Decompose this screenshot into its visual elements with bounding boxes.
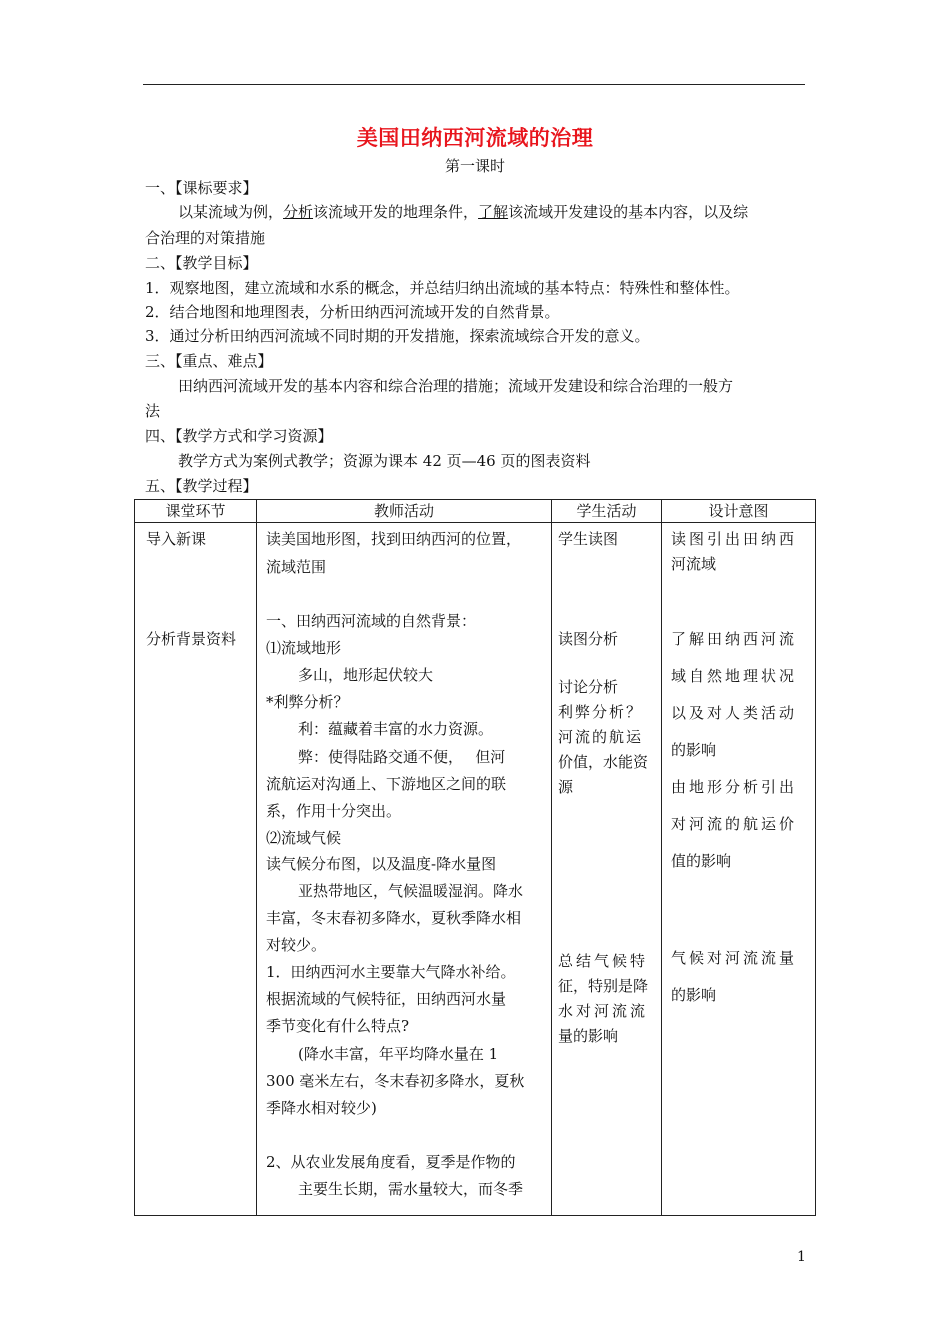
teacher-activity-line: 根据流域的气候特征，田纳西河水量 [266,990,507,1008]
teacher-activity-line: (降水丰富，年平均降水量在 1 [298,1045,499,1063]
objective-item: 2．结合地图和地理图表，分析田纳西河流域开发的自然背景。 [145,303,560,321]
stage-label: 分析背景资料 [146,630,237,648]
design-intent-line: 对河流的航运价 [671,815,798,833]
section-1-paragraph-line-1: 以某流域为例，分析该流域开发的地理条件，了解该流域开发建设的基本内容，以及综 [178,203,749,221]
teacher-activity-line: 主要生长期，需水量较大，而冬季 [298,1180,524,1198]
objective-item: 3．通过分析田纳西河流域不同时期的开发措施，探索流域综合开发的意义。 [145,327,650,345]
student-activity-line: 利弊分析？ [558,703,644,721]
student-activity-line: 价值，水能资 [558,753,649,771]
student-activity-line: 征，特别是降 [558,977,649,995]
table-header-cell: 学生活动 [552,500,662,523]
teacher-activity-line: 丰富，冬末春初多降水，夏秋季降水相 [266,909,522,927]
section-1-paragraph-line-2: 合治理的对策措施 [145,229,266,247]
design-intent-cell [662,523,816,1216]
design-intent-line: 值的影响 [671,852,732,870]
lesson-stage-cell [135,523,257,1216]
table-header-cell: 设计意图 [662,500,816,523]
teacher-activity-line: 流域范围 [266,558,327,576]
design-intent-line: 的影响 [671,986,717,1004]
section-heading-3: 三、【重点、难点】 [145,352,273,370]
teacher-activity-line: 读美国地形图，找到田纳西河的位置， [266,530,522,548]
student-activity-line: 讨论分析 [558,678,619,696]
teacher-activity-line: 季降水相对较少) [266,1099,377,1117]
section-heading-2: 二、【教学目标】 [145,254,258,272]
table-header-cell: 课堂环节 [135,500,257,523]
student-activity-line: 学生读图 [558,530,619,548]
teacher-activity-line: 读气候分布图，以及温度-降水量图 [266,855,497,873]
student-activity-line: 量的影响 [558,1027,619,1045]
teacher-activity-line: 系，作用十分突出。 [266,802,402,820]
teacher-activity-line: 多山，地形起伏较大 [298,666,434,684]
student-activity-line: 总结气候特 [558,952,649,970]
section-4-paragraph: 教学方式为案例式教学；资源为课本 42 页—46 页的图表资料 [178,452,591,470]
teaching-process-table [134,499,816,1216]
document-subtitle: 第一课时 [444,157,505,175]
section-3-paragraph-line-1: 田纳西河流域开发的基本内容和综合治理的措施；流域开发建设和综合治理的一般方 [178,377,734,395]
design-intent-line: 以及对人类活动 [671,704,798,722]
design-intent-line: 了解田纳西河流 [671,630,798,648]
student-activity-cell [552,523,662,1216]
section-3-paragraph-line-2: 法 [145,402,161,420]
teacher-activity-line: 季节变化有什么特点? [266,1017,410,1035]
teacher-activity-line: ⑴流域地形 [266,639,342,657]
student-activity-line: 水对河流流 [558,1002,649,1020]
teacher-activity-line: 弊：使得陆路交通不便， 但河 [298,748,506,766]
teacher-activity-line: 利：蕴藏着丰富的水力资源。 [298,720,494,738]
design-intent-line: 域自然地理状况 [671,667,798,685]
teacher-activity-line: 对较少。 [266,936,327,954]
stage-label: 导入新课 [146,530,207,548]
teacher-activity-line: 300 毫米左右，冬末春初多降水，夏秋 [266,1072,525,1090]
section-heading-5: 五、【教学过程】 [145,477,258,495]
teacher-activity-cell [257,523,552,1216]
student-activity-line: 源 [558,778,574,796]
teacher-activity-line: 亚热带地区，气候温暖湿润。降水 [298,882,524,900]
objective-item: 1．观察地图，建立流域和水系的概念，并总结归纳出流域的基本特点：特殊性和整体性。 [145,279,740,297]
design-intent-line: 读图引出田纳西 [671,530,798,548]
table-row [135,523,816,1216]
table-header-row [135,500,816,523]
teacher-activity-line: 流航运对沟通上、下游地区之间的联 [266,775,507,793]
design-intent-line: 的影响 [671,741,717,759]
section-heading-1: 一、【课标要求】 [145,179,258,197]
teacher-activity-line: 1．田纳西河水主要靠大气降水补给。 [266,963,516,981]
teacher-activity-line: 一、田纳西河流域的自然背景： [266,612,477,630]
teacher-activity-line: 2、从农业发展角度看，夏季是作物的 [266,1153,516,1171]
header-rule [143,84,805,85]
student-activity-line: 河流的航运 [558,728,644,746]
student-activity-line: 读图分析 [558,630,619,648]
design-intent-line: 河流域 [671,555,717,573]
section-heading-4: 四、【教学方式和学习资源】 [145,427,333,445]
design-intent-line: 气候对河流流量 [671,949,798,967]
teacher-activity-line: *利弊分析？ [266,693,349,711]
design-intent-line: 由地形分析引出 [671,778,798,796]
page-number: 1 [797,1249,806,1265]
teacher-activity-line: ⑵流域气候 [266,829,342,847]
table-header-cell: 教师活动 [257,500,552,523]
document-title: 美国田纳西河流域的治理 [356,125,594,150]
